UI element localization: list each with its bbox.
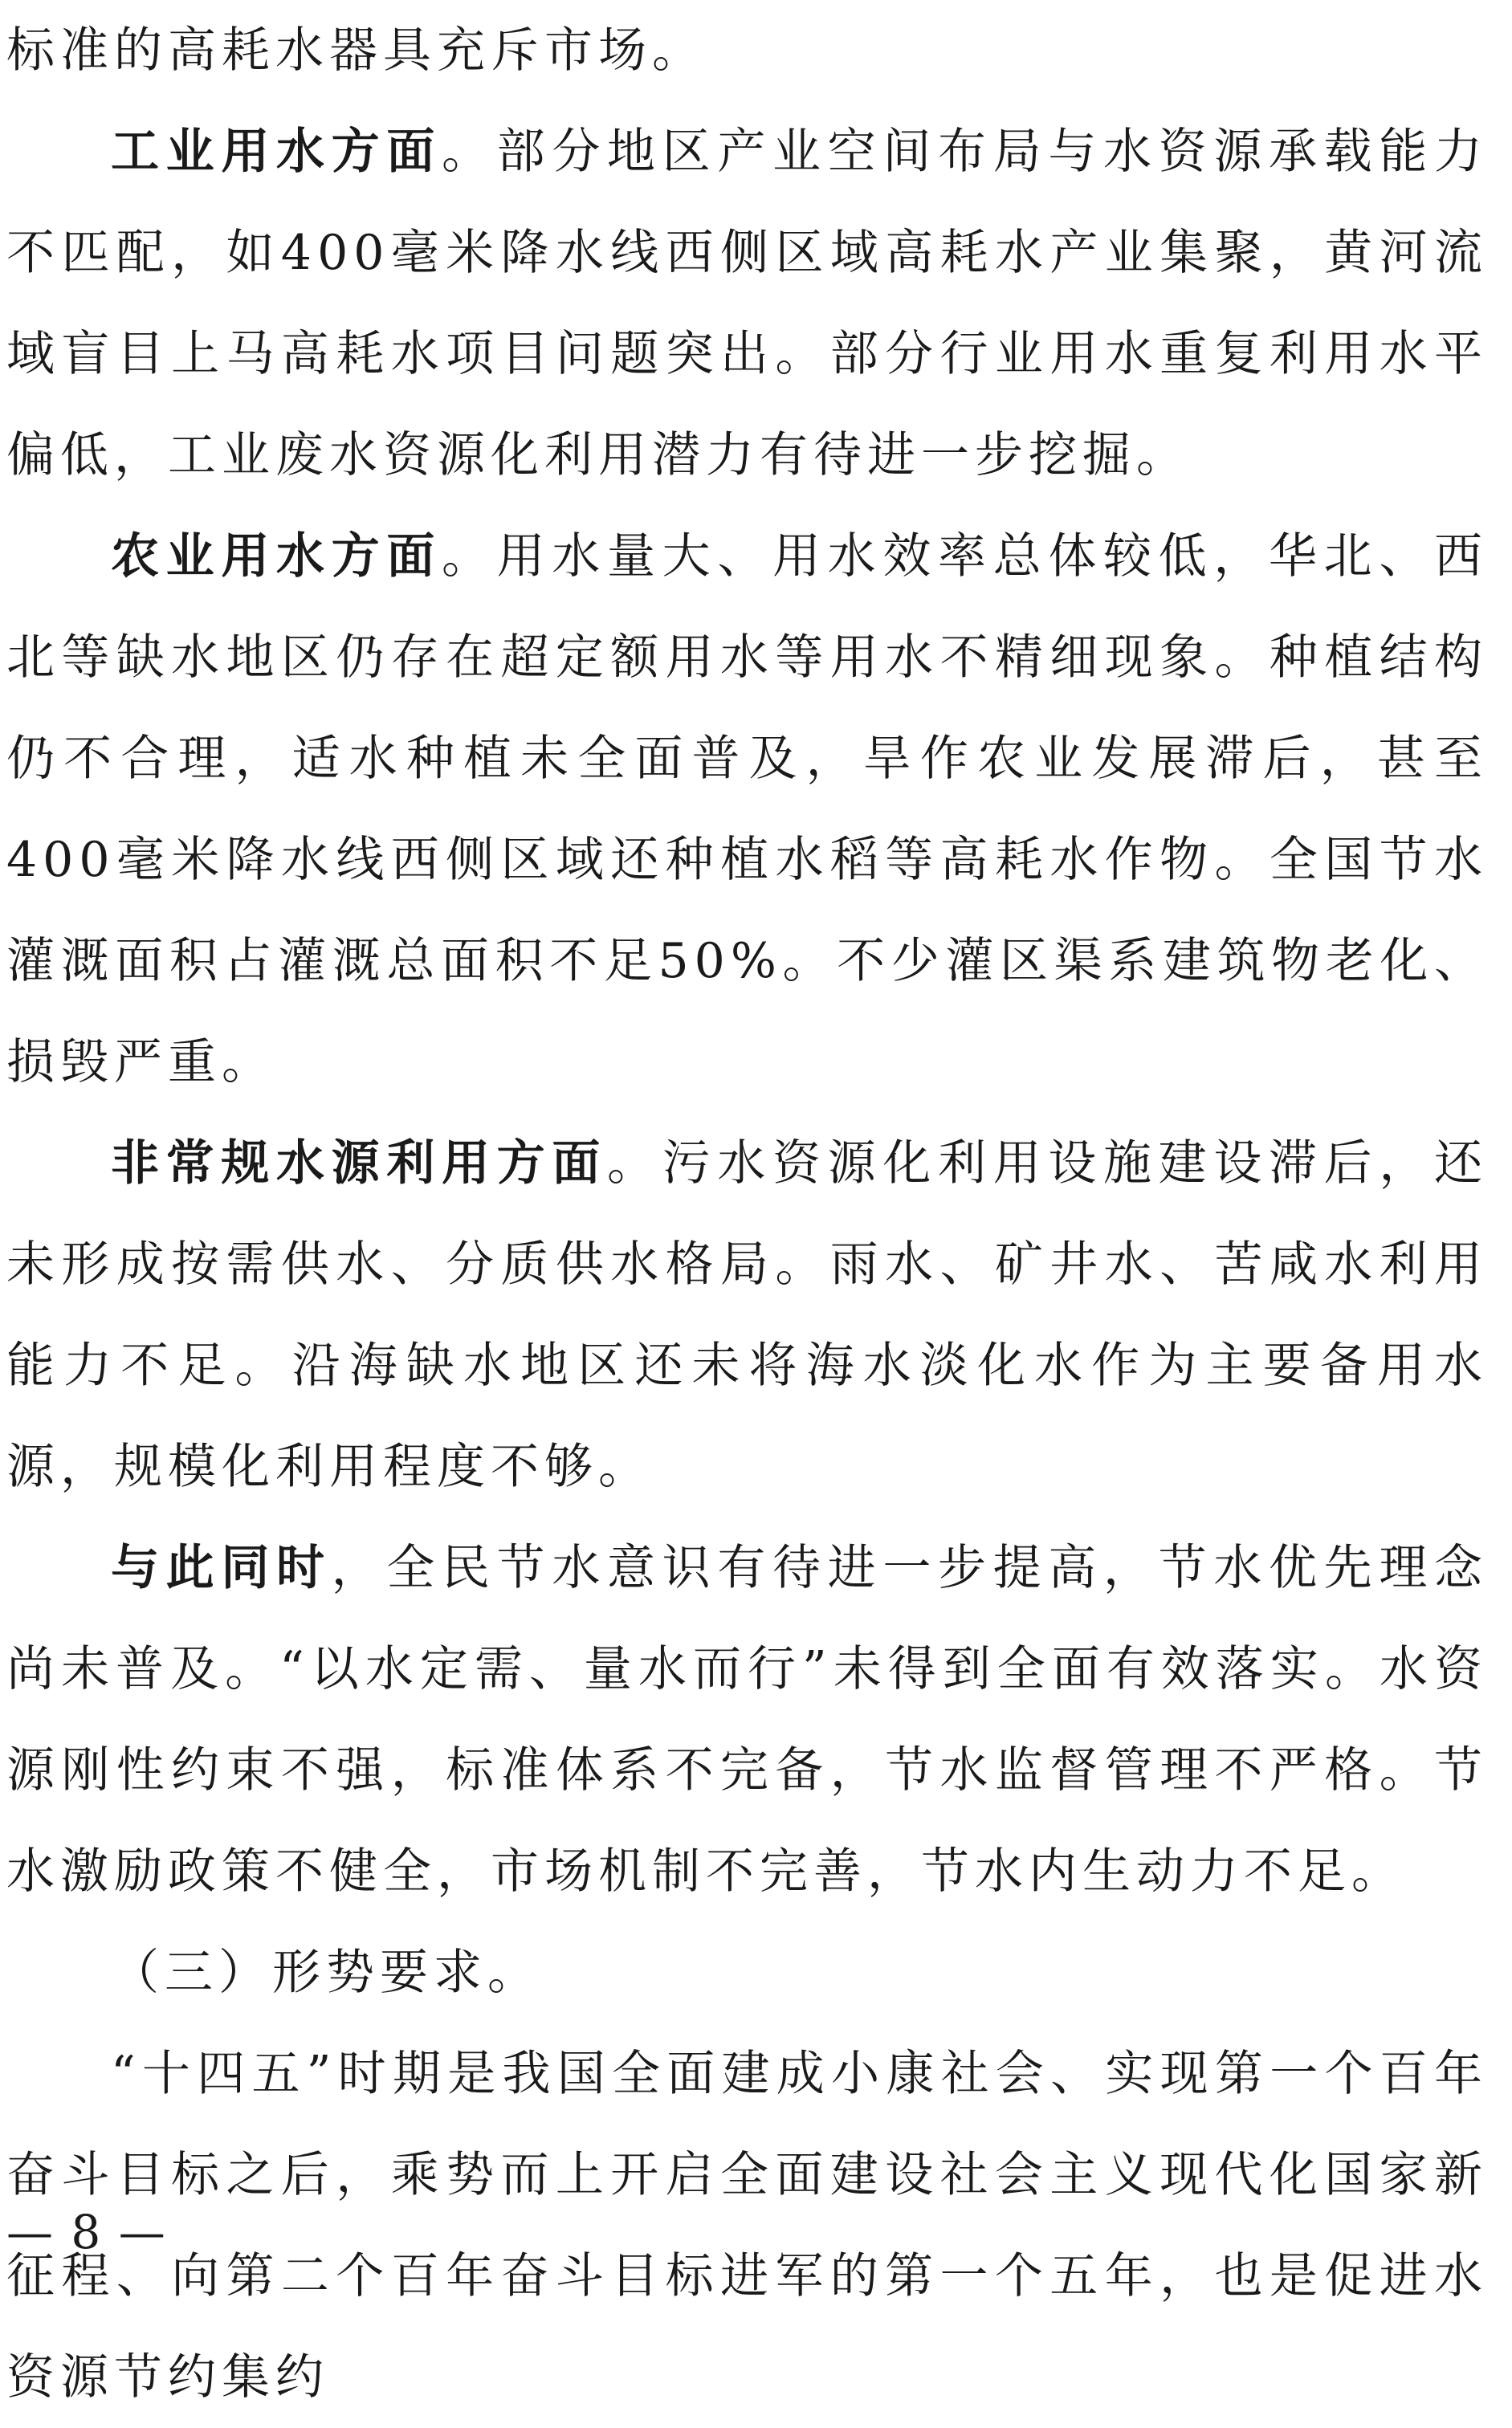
document-body <box>6 0 1488 2428</box>
paragraph-lead: 农业用水方面 <box>111 528 442 585</box>
paragraph-continuation <box>6 0 1488 101</box>
paragraph-text: 。部分地区产业空间布局与水资源承载能力不匹配，如400毫米降水线西侧区域高耗水产业集聚，黄河流域盲目上马高耗水项目问题突出。部分行业用水重复利用水平偏低，工业废水资源化利用潜力有待进一步挖掘。 <box>6 124 1488 483</box>
paragraph-text: “十四五”时期是我国全面建成小康社会、实现第一个百年奋斗目标之后，乘势而上开启全面建设社会主义现代化国家新征程、向第二个百年奋斗目标进军的第一个五年，也是促进水资源节约集约 <box>6 2046 1488 2406</box>
paragraph-meanwhile <box>6 1518 1488 1922</box>
section-heading: （三）形势要求。 <box>111 1945 541 2001</box>
paragraph-industrial-water <box>6 101 1488 506</box>
paragraph-lead: 与此同时 <box>111 1540 332 1596</box>
paragraph-text: ，全民节水意识有待进一步提高，节水优先理念尚未普及。“以水定需、量水而行”未得到全面有效落实。水资源刚性约束不强，标准体系不完备，节水监督管理不严格。节水激励政策不健全，市场机制不完善，节水内生动力不足。 <box>6 1540 1489 1900</box>
paragraph-text: 。用水量大、用水效率总体较低，华北、西北等缺水地区仍存在超定额用水等用水不精细现象。种植结构仍不合理，适水种植未全面普及，旱作农业发展滞后，甚至400毫米降水线西侧区域还种植水稻等高耗水作物。全国节水灌溉面积占灌溉总面积不足50%。不少灌区渠系建筑物老化、损毁严重。 <box>6 528 1488 1090</box>
paragraph-lead: 工业用水方面 <box>111 124 442 180</box>
paragraph-unconventional-water <box>6 1113 1488 1518</box>
paragraph-lead: 非常规水源利用方面 <box>111 1135 607 1192</box>
paragraph-fourteenth-five-year <box>6 2023 1488 2428</box>
paragraph-text: 。污水资源化利用设施建设滞后，还未形成按需供水、分质供水格局。雨水、矿井水、苦咸水利用能力不足。沿海缺水地区还未将海水淡化水作为主要备用水源，规模化利用程度不够。 <box>6 1135 1488 1495</box>
page-number: — 8 — <box>6 2205 167 2259</box>
paragraph-agricultural-water <box>6 506 1488 1113</box>
paragraph-text: 标准的高耗水器具充斥市场。 <box>6 22 706 79</box>
